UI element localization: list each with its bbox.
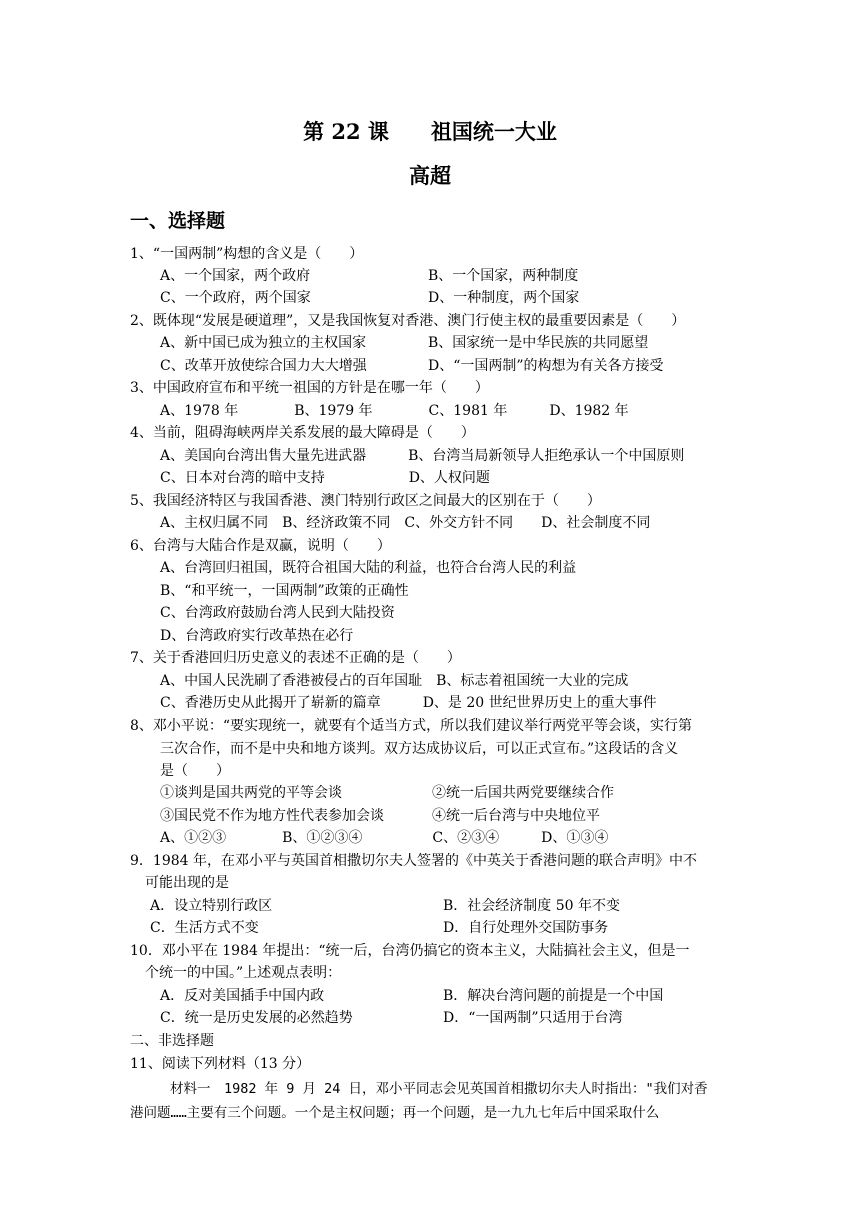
section-heading-choice: 一、选择题 bbox=[130, 210, 226, 232]
author-name: 高超 bbox=[409, 163, 451, 188]
q2-stem: 2、既体现“发展是硬道理”，又是我国恢复对香港、澳门行使主权的最重要因素是（ ） bbox=[130, 313, 686, 329]
q2-option-c: C、改革开放使综合国力大大增强 bbox=[160, 358, 367, 374]
q8-stem-line2: 三次合作，而不是中央和地方谈判。双方达成协议后，可以正式宣布。”这段话的含义 bbox=[160, 741, 679, 757]
q4-stem: 4、当前，阻碍海峡两岸关系发展的最大障碍是（ ） bbox=[130, 425, 475, 441]
q1-option-a: A、一个国家，两个政府 bbox=[160, 268, 311, 284]
q8-statement-3: ③国民党不作为地方性代表参加会谈 bbox=[160, 808, 384, 824]
q10-option-c: C．统一是历史发展的必然趋势 bbox=[160, 1010, 353, 1026]
q6-option-b: B、“和平统一，一国两制”政策的正确性 bbox=[160, 583, 409, 599]
q6-option-c: C、台湾政府鼓励台湾人民到大陆投资 bbox=[160, 605, 395, 621]
section-heading-nonchoice: 二、非选择题 bbox=[130, 1033, 214, 1049]
q5-options: A、主权归属不同 B、经济政策不同 C、外交方针不同 D、社会制度不同 bbox=[160, 515, 651, 531]
q9-stem-line1: 9．1984 年，在邓小平与英国首相撒切尔夫人签署的《中英关于香港问题的联合声明》中不 bbox=[130, 853, 697, 869]
q9-option-d: D．自行处理外交国防事务 bbox=[443, 920, 609, 936]
q7-options-ab: A、中国人民洗刷了香港被侵占的百年国耻 B、标志着祖国统一大业的完成 bbox=[160, 673, 629, 689]
q2-option-d: D、“一国两制”的构想为有关各方接受 bbox=[428, 358, 664, 374]
q2-option-b: B、国家统一是中华民族的共同愿望 bbox=[428, 335, 649, 351]
q4-options-ab: A、美国向台湾出售大量先进武器 B、台湾当局新领导人拒绝承认一个中国原则 bbox=[160, 448, 685, 464]
q11-material-line2: 港问题……主要有三个问题。一个是主权问题；再一个问题，是一九九七年后中国采取什么 bbox=[130, 1105, 660, 1121]
q10-option-d: D．“一国两制”只适用于台湾 bbox=[443, 1010, 623, 1026]
q1-option-d: D、一种制度，两个国家 bbox=[428, 290, 580, 306]
q8-stem-line3: 是（ ） bbox=[160, 763, 230, 779]
q9-option-a: A．设立特别行政区 bbox=[150, 898, 273, 914]
q8-statement-2: ②统一后国共两党要继续合作 bbox=[432, 785, 614, 801]
q8-statement-4: ④统一后台湾与中央地位平 bbox=[432, 808, 600, 824]
q11-material-line1: 材料一 1982 年 9 月 24 日，邓小平同志会见英国首相撒切尔夫人时指出："我们对香 bbox=[170, 1081, 708, 1097]
q8-options: A、①②③ B、①②③④ C、②③④ D、①③④ bbox=[160, 830, 609, 846]
q11-stem: 11、阅读下列材料（13 分） bbox=[130, 1056, 311, 1072]
q1-stem: 1、“一国两制”构想的含义是（ ） bbox=[130, 246, 364, 262]
q10-option-b: B．解决台湾问题的前提是一个中国 bbox=[443, 988, 664, 1004]
q10-stem-line1: 10．邓小平在 1984 年提出：“统一后，台湾仍搞它的资本主义，大陆搞社会主义，但是一 bbox=[130, 943, 690, 959]
q10-stem-line2: 个统一的中国。”上述观点表明： bbox=[145, 965, 342, 981]
q6-stem: 6、台湾与大陆合作是双赢，说明（ ） bbox=[130, 538, 391, 554]
lesson-title: 第 22 课 祖国统一大业 bbox=[303, 119, 557, 144]
q9-option-b: B．社会经济制度 50 年不变 bbox=[443, 898, 621, 914]
q3-options: A、1978 年 B、1979 年 C、1981 年 D、1982 年 bbox=[160, 403, 629, 419]
q2-option-a: A、新中国已成为独立的主权国家 bbox=[160, 335, 367, 351]
q9-option-c: C．生活方式不变 bbox=[150, 920, 259, 936]
q7-stem: 7、关于香港回归历史意义的表述不正确的是（ ） bbox=[130, 650, 461, 666]
q5-stem: 5、我国经济特区与我国香港、澳门特别行政区之间最大的区别在于（ ） bbox=[130, 493, 601, 509]
q1-option-c: C、一个政府，两个国家 bbox=[160, 290, 311, 306]
q7-options-cd: C、香港历史从此揭开了崭新的篇章 D、是 20 世纪世界历史上的重大事件 bbox=[160, 695, 657, 711]
q10-option-a: A．反对美国插手中国内政 bbox=[160, 988, 325, 1004]
q1-option-b: B、一个国家，两种制度 bbox=[428, 268, 579, 284]
q9-stem-line2: 可能出现的是 bbox=[145, 875, 229, 891]
q8-stem-line1: 8、邓小平说：“要实现统一，就要有个适当方式，所以我们建议举行两党平等会谈，实行第 bbox=[130, 718, 693, 734]
q4-options-cd: C、日本对台湾的暗中支持 D、人权问题 bbox=[160, 470, 490, 486]
q8-statement-1: ①谈判是国共两党的平等会谈 bbox=[160, 785, 342, 801]
q6-option-a: A、台湾回归祖国，既符合祖国大陆的利益，也符合台湾人民的利益 bbox=[160, 560, 577, 576]
q3-stem: 3、中国政府宣布和平统一祖国的方针是在哪一年（ ） bbox=[130, 380, 489, 396]
q6-option-d: D、台湾政府实行改革热在必行 bbox=[160, 628, 354, 644]
